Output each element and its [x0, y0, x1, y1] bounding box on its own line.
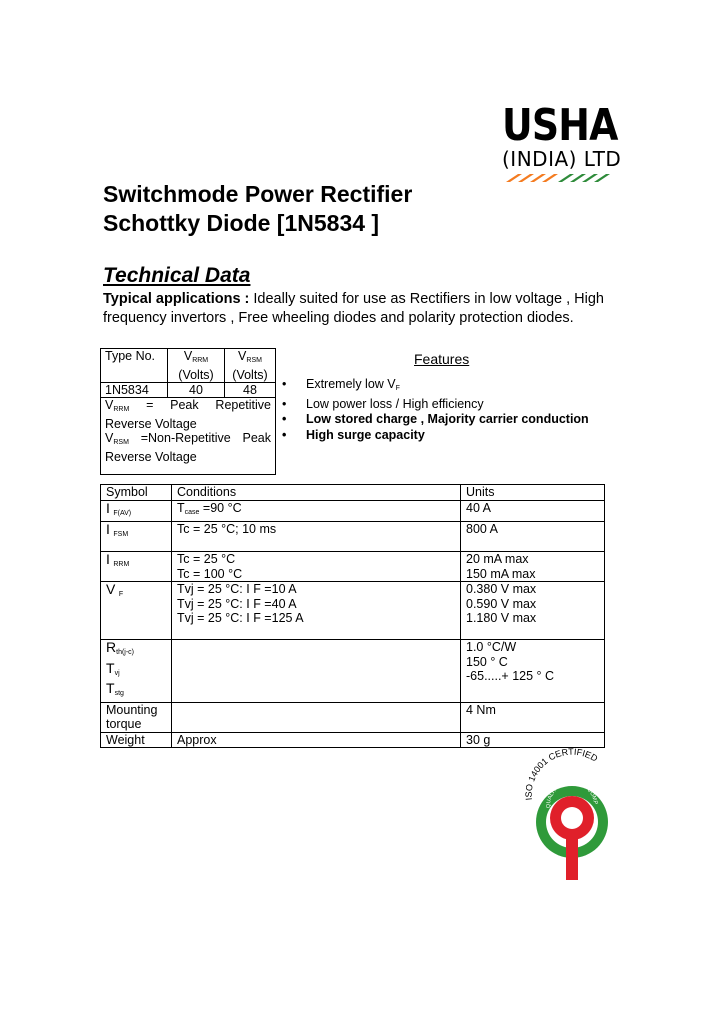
spec-vrrm-value: 40 — [168, 383, 225, 398]
table-row — [101, 522, 605, 552]
header-conditions: Conditions — [172, 485, 461, 501]
logo-stripes — [502, 172, 622, 184]
row-units: 1.0 °C/W 150 ° C -65.....+ 125 ° C — [461, 640, 605, 703]
row-symbol: I $_{F(AV)}$ — [101, 500, 172, 522]
spec-description-row — [101, 398, 276, 475]
spec-description: $V_{RRM}$ = Peak Repetitive Reverse Voltage $V_{RSM}$ =Non-Repetitive Peak Reverse Voltage — [101, 398, 276, 475]
row-conditions: Tvj = 25 °C: I F =10 A Tvj = 25 °C: I F =40 A Tvj = 25 °C: I F =125 A — [172, 582, 461, 640]
row-units: 4 Nm — [461, 702, 605, 732]
table-header-row — [101, 485, 605, 501]
table-row — [101, 582, 605, 640]
row-units: 800 A — [461, 522, 605, 552]
row-symbol: I $_{RRM}$ — [101, 552, 172, 582]
row-units: 0.380 V max 0.590 V max 1.180 V max — [461, 582, 605, 640]
logo-subtitle: (INDIA) LTD — [502, 147, 622, 171]
seal-inner-text: QUALITY ASSURED COMP — [545, 779, 599, 809]
feature-item: • Extremely low $V_F$ — [282, 377, 589, 397]
section-title: Technical Data — [103, 264, 251, 287]
spec-header-vrsm: $V_{RSM}$ (Volts) — [225, 349, 276, 383]
row-symbol: Weight — [101, 732, 172, 748]
row-conditions: Tc = 25 °C Tc = 100 °C — [172, 552, 461, 582]
table-row — [101, 732, 605, 748]
seal-arc-text: ISO 14001 CERTIFIED — [523, 748, 600, 801]
features-heading: Features — [414, 351, 470, 367]
table-row — [101, 500, 605, 522]
row-symbol: V $_F$ — [101, 582, 172, 640]
feature-item: • High surge capacity — [282, 428, 589, 444]
row-units: 30 g — [461, 732, 605, 748]
spec-value-row — [101, 383, 276, 398]
row-conditions: Tc = 25 °C; 10 ms — [172, 522, 461, 552]
row-conditions: $T_{case} =90$ °C — [172, 500, 461, 522]
table-row — [101, 702, 605, 732]
row-symbol: I $_{FSM}$ — [101, 522, 172, 552]
spec-header-vrrm: $V_{RRM}$ (Volts) — [168, 349, 225, 383]
iso-certification-seal — [520, 748, 620, 883]
applications-label: Typical applications : — [103, 291, 250, 307]
header-symbol: Symbol — [101, 485, 172, 501]
row-conditions — [172, 702, 461, 732]
applications-text: Ideally suited for use as Rectifiers in low voltage , High frequency invertors , Free wheeling diodes and polarity protection diodes. — [103, 291, 604, 326]
logo-word: USHA — [502, 100, 618, 151]
row-conditions — [172, 640, 461, 703]
applications-paragraph — [103, 290, 613, 328]
ratings-table — [100, 484, 605, 748]
row-units: 40 A — [461, 500, 605, 522]
spec-type-value: 1N5834 — [101, 383, 168, 398]
document-title-line1: Switchmode Power Rectifier — [103, 181, 413, 207]
row-conditions: Approx — [172, 732, 461, 748]
feature-item: • Low power loss / High efficiency — [282, 397, 589, 413]
company-logo — [502, 100, 622, 184]
row-units: 20 mA max 150 mA max — [461, 552, 605, 582]
row-symbol: Mounting torque — [101, 702, 172, 732]
header-units: Units — [461, 485, 605, 501]
voltage-spec-table — [100, 348, 276, 475]
spec-header-row — [101, 349, 276, 383]
table-row — [101, 640, 605, 703]
spec-vrsm-value: 48 — [225, 383, 276, 398]
features-list — [282, 377, 589, 443]
document-title-line2: Schottky Diode [1N5834 ] — [103, 210, 380, 236]
row-symbol: $R_{th(j-c)}$ $T_{vj}$ $T_{stg}$ — [101, 640, 172, 703]
table-row — [101, 552, 605, 582]
spec-header-type: Type No. — [101, 349, 168, 383]
feature-item: • Low stored charge , Majority carrier conduction — [282, 412, 589, 428]
